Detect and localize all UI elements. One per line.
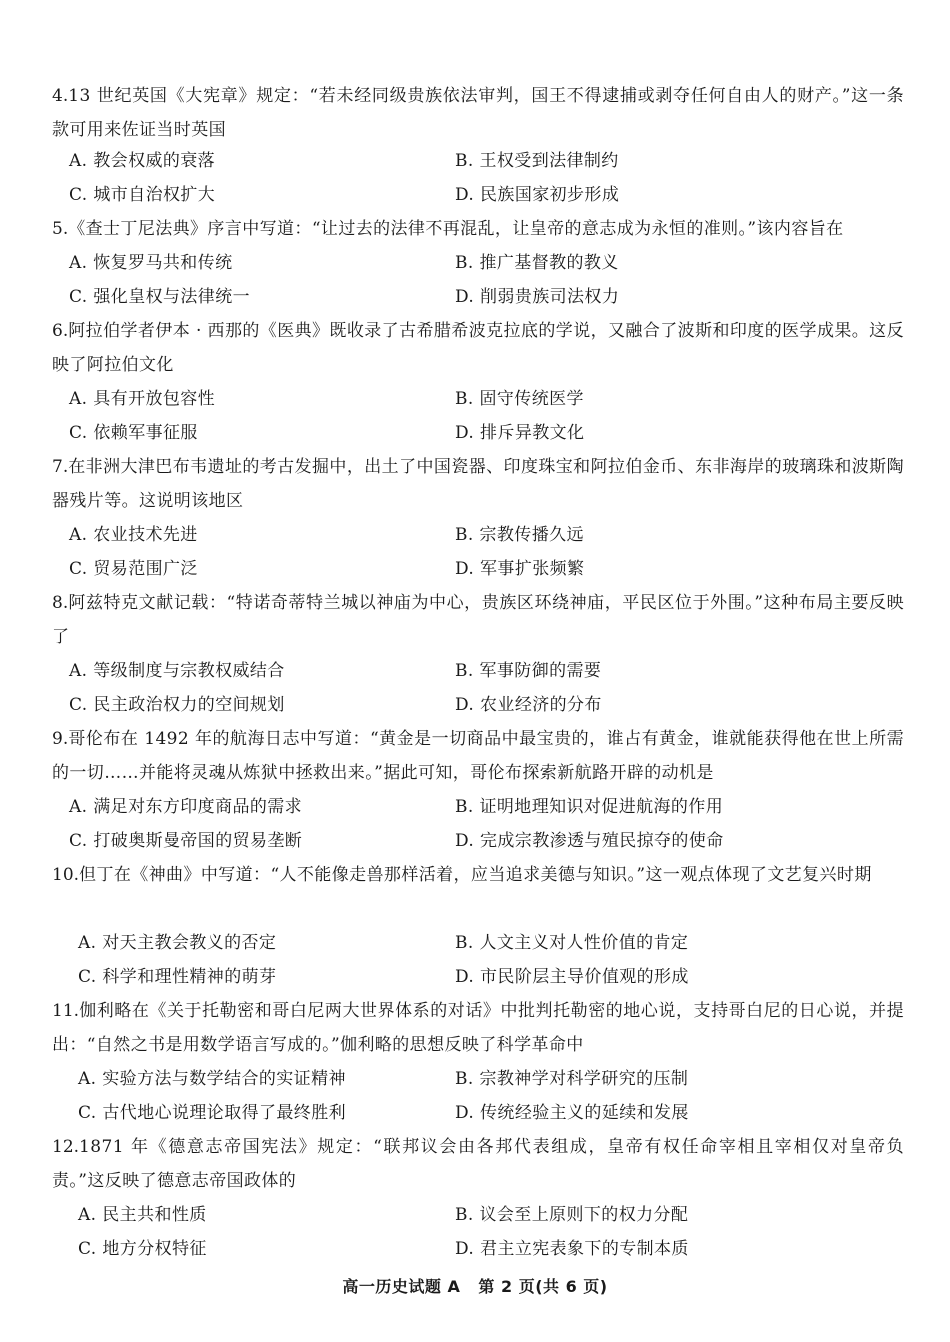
- option-c: C. 地方分权特征: [78, 1239, 207, 1259]
- option-a: A. 农业技术先进: [69, 525, 198, 545]
- option-a: A. 满足对东方印度商品的需求: [69, 797, 303, 817]
- option-d: D. 君主立宪表象下的专制本质: [455, 1239, 689, 1259]
- question-stem: [52, 722, 904, 790]
- option-d: D. 削弱贵族司法权力: [455, 287, 620, 307]
- option-b: B. 宗教传播久远: [455, 525, 584, 545]
- option-b: B. 王权受到法律制约: [455, 151, 619, 171]
- page-number: 第 2 页(共 6 页): [478, 1277, 608, 1296]
- option-d: D. 传统经验主义的延续和发展: [455, 1103, 689, 1123]
- question-number: 5.: [52, 219, 69, 239]
- option-c: C. 民主政治权力的空间规划: [69, 695, 285, 715]
- option-a: A. 恢复罗马共和传统: [69, 253, 233, 273]
- option-c: C. 科学和理性精神的萌芽: [78, 967, 277, 987]
- question-stem: [52, 314, 904, 382]
- option-c: C. 依赖军事征服: [69, 423, 198, 443]
- question-text: 1871 年《德意志帝国宪法》规定：“联邦议会由各邦代表组成，皇帝有权任命宰相且宰相仅对皇帝负责。”这反映了德意志帝国政体的: [52, 1137, 904, 1191]
- option-c: C. 城市自治权扩大: [69, 185, 216, 205]
- question-number: 12.: [52, 1137, 80, 1157]
- option-b: B. 固守传统医学: [455, 389, 584, 409]
- option-b: B. 推广基督教的教义: [455, 253, 619, 273]
- option-d: D. 民族国家初步形成: [455, 185, 620, 205]
- option-a: A. 实验方法与数学结合的实证精神: [78, 1069, 346, 1089]
- option-b: B. 证明地理知识对促进航海的作用: [455, 797, 724, 817]
- question-number: 8.: [52, 593, 69, 613]
- option-a: A. 民主共和性质: [78, 1205, 207, 1225]
- question-stem: [52, 1130, 904, 1198]
- option-c: C. 强化皇权与法律统一: [69, 287, 251, 307]
- question-text: 伽利略在《关于托勒密和哥白尼两大世界体系的对话》中批判托勒密的地心说，支持哥白尼的日心说，并提出：“自然之书是用数学语言写成的。”伽利略的思想反映了科学革命中: [52, 1001, 904, 1055]
- option-d: D. 农业经济的分布: [455, 695, 602, 715]
- question-number: 11.: [52, 1001, 80, 1021]
- question-number: 9.: [52, 729, 69, 749]
- question-text: 阿拉伯学者伊本 · 西那的《医典》既收录了古希腊希波克拉底的学说，又融合了波斯和印度的医学成果。这反映了阿拉伯文化: [52, 321, 904, 375]
- option-d: D. 完成宗教渗透与殖民掠夺的使命: [455, 831, 724, 851]
- question-text: 哥伦布在 1492 年的航海日志中写道：“黄金是一切商品中最宝贵的，谁占有黄金，谁就能获得他在世上所需的一切……并能将灵魂从炼狱中拯救出来。”据此可知，哥伦布探索新航路开辟的动机是: [52, 729, 904, 783]
- option-a: A. 具有开放包容性: [69, 389, 216, 409]
- question-stem: [52, 450, 904, 518]
- question-text: 在非洲大津巴布韦遗址的考古发掘中，出土了中国瓷器、印度珠宝和阿拉伯金币、东非海岸的玻璃珠和波斯陶器残片等。这说明该地区: [52, 457, 904, 511]
- question-stem: [52, 212, 904, 246]
- option-c: C. 打破奥斯曼帝国的贸易垄断: [69, 831, 303, 851]
- exam-title: 高一历史试题 A: [342, 1277, 461, 1296]
- question-text: 阿兹特克文献记载：“特诺奇蒂特兰城以神庙为中心，贵族区环绕神庙，平民区位于外围。”这种布局主要反映了: [52, 593, 904, 647]
- option-b: B. 人文主义对人性价值的肯定: [455, 933, 689, 953]
- question-stem: [52, 586, 904, 654]
- question-text: 但丁在《神曲》中写道：“人不能像走兽那样活着，应当追求美德与知识。”这一观点体现了文艺复兴时期: [79, 865, 872, 885]
- question-text: 《查士丁尼法典》序言中写道：“让过去的法律不再混乱，让皇帝的意志成为永恒的准则。”该内容旨在: [68, 219, 844, 239]
- option-a: A. 对天主教会教义的否定: [78, 933, 277, 953]
- question-stem: [52, 79, 904, 147]
- question-text: 13 世纪英国《大宪章》规定：“若未经同级贵族依法审判，国王不得逮捕或剥夺任何自由人的财产。”这一条款可用来佐证当时英国: [52, 86, 904, 140]
- option-a: A. 等级制度与宗教权威结合: [69, 661, 285, 681]
- question-number: 7.: [52, 457, 69, 477]
- question-stem: [52, 858, 904, 892]
- page-footer: [0, 1274, 950, 1297]
- option-b: B. 军事防御的需要: [455, 661, 602, 681]
- question-stem: [52, 994, 904, 1062]
- option-d: D. 军事扩张频繁: [455, 559, 585, 579]
- option-b: B. 议会至上原则下的权力分配: [455, 1205, 689, 1225]
- question-number: 4.: [52, 86, 69, 106]
- option-b: B. 宗教神学对科学研究的压制: [455, 1069, 689, 1089]
- option-d: D. 市民阶层主导价值观的形成: [455, 967, 689, 987]
- question-number: 10.: [52, 865, 80, 885]
- option-c: C. 古代地心说理论取得了最终胜利: [78, 1103, 347, 1123]
- question-number: 6.: [52, 321, 69, 341]
- option-a: A. 教会权威的衰落: [69, 151, 216, 171]
- option-c: C. 贸易范围广泛: [69, 559, 198, 579]
- option-d: D. 排斥异教文化: [455, 423, 585, 443]
